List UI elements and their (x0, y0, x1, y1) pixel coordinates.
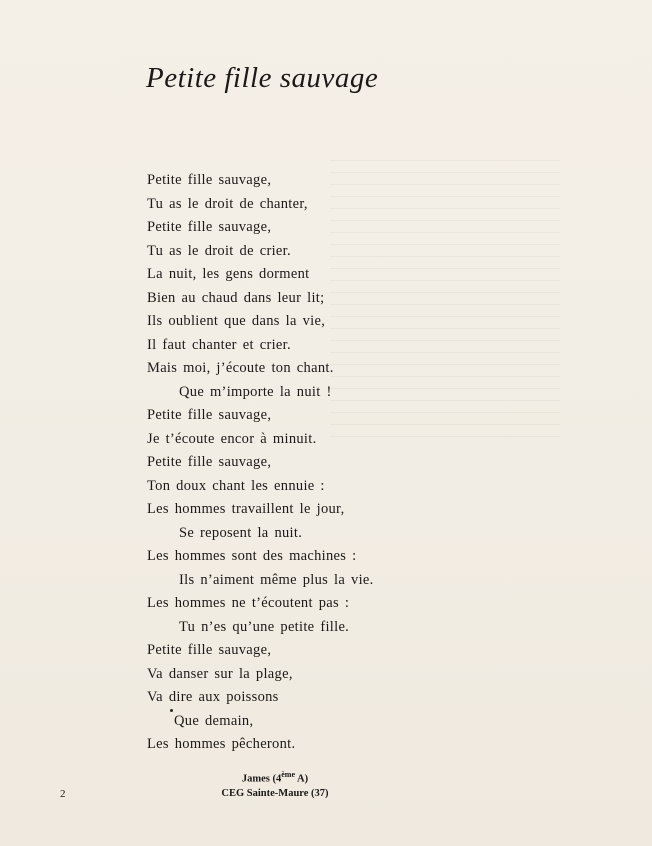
poem-line: Petite fille sauvage, (147, 219, 272, 235)
grade-superscript: ème (281, 770, 295, 779)
poem-line: Petite fille sauvage, (147, 172, 272, 188)
poem-line: Les hommes pêcheront. (147, 736, 296, 752)
class-suffix: A) (295, 773, 309, 785)
poem-line: Ton doux chant les ennuie : (147, 477, 325, 494)
ink-speck (170, 709, 173, 712)
poem-line: Il faut chanter et crier. (147, 336, 291, 353)
poem-line: Petite fille sauvage, (147, 407, 272, 423)
poem-line: Tu n’es qu’une petite fille. (179, 618, 350, 635)
poem-line: Bien au chaud dans leur lit; (147, 289, 325, 306)
poem-line: Mais moi, j’écoute ton chant. (147, 360, 334, 376)
poem-line: Se reposent la nuit. (179, 524, 303, 541)
poem-line: Petite fille sauvage, (147, 642, 272, 658)
poem-line: Tu as le droit de chanter, (147, 195, 308, 212)
poem-body (147, 169, 374, 757)
school-name: CEG Sainte-Maure (37) (221, 787, 329, 799)
poem-line: Les hommes travaillent le jour, (147, 501, 345, 517)
poem-line: Va danser sur la plage, (147, 665, 293, 682)
poem-line: Que m’importe la nuit ! (179, 383, 332, 400)
page-number: 2 (60, 788, 66, 800)
author-signature (200, 768, 350, 801)
poem-line: Les hommes sont des machines : (147, 548, 357, 564)
poem-line: Les hommes ne t’écoutent pas : (147, 595, 350, 611)
poem-line: Je t’écoute encor à minuit. (147, 430, 317, 447)
author-line (200, 768, 350, 787)
poem-line: Ils oublient que dans la vie, (147, 313, 326, 329)
poem-line: Va dire aux poissons (147, 689, 279, 705)
poem-line: Tu as le droit de crier. (147, 242, 291, 259)
poem-line: Que demain, (174, 712, 254, 729)
poem-line: Ils n’aiment même plus la vie. (179, 571, 374, 588)
author-name: James (4 (241, 773, 282, 785)
poem-title: Petite fille sauvage (146, 62, 379, 94)
poem-line: La nuit, les gens dorment (147, 266, 310, 282)
poem-line: Petite fille sauvage, (147, 454, 272, 470)
